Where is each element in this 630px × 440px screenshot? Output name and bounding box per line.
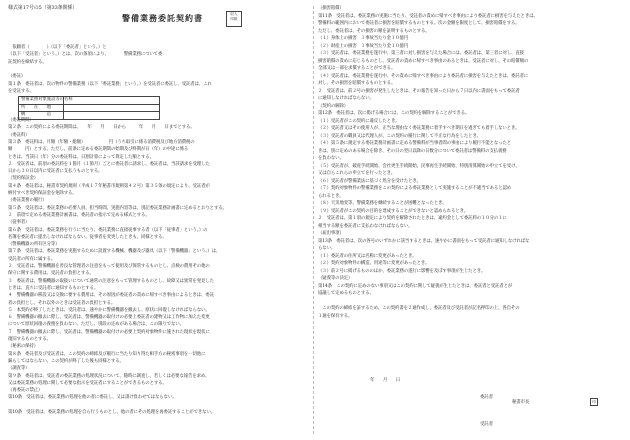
left-text-line: 第４条 委託者は、秘書市契約規則（平成１７年秘書市規則第４２号）第３５条の規定により、受託者が: [8, 183, 210, 189]
left-text-line: ２ 受託者は、警備機器を善良な管理者の注意をもって使用及び保管するものとし、点検の費用その他の: [8, 264, 210, 269]
left-text-line: （従事者）: [8, 220, 30, 226]
property-row-location: [19, 105, 159, 113]
stamp-box-line-2: 印紙: [230, 17, 238, 21]
right-text-line: （１）身体上の損害 １事故当たり金１０億円: [318, 36, 409, 41]
left-text-line: 第10条 受託者は、委託業務の処理を自ら行うものとし、他の者にその処理を再委託することができない。: [8, 410, 216, 415]
right-text-line: を負わない。: [318, 156, 344, 161]
left-text-line: ７ 警備機器の撤去に際し、受託者は、警備機器の取付けの必要上契約対象物件に施された現状を現状に: [8, 329, 210, 335]
left-text-line: について原状回復の義務を負わない。ただし、別段の定めがある場合は、この限りでない。: [8, 322, 184, 328]
left-text-line: 納付すべき契約保証金を免除する。: [8, 191, 77, 196]
right-text-line: （３）前２号に掲げるもののほか、委託業務の遂行に影響を及ぼす事項が生じたとき。: [318, 268, 486, 274]
right-text-line: らない。: [318, 246, 336, 251]
left-text-line: 第８条 委託者及び受託者は、この契約の締結及び履行に当たり知り得た相手方の秘密事項を一切他に: [8, 351, 206, 357]
party1-role: 委託者: [480, 395, 493, 400]
right-text-line: この契約の締結を証するため、この契約書を２通作成し、委託者及び受託者が記名押印の上、各自その: [318, 306, 520, 311]
left-text-line: （以下「受託者」という。）とは、次の条項により、 警備業務について委: [8, 52, 163, 58]
seal-mark: 印: [590, 398, 598, 406]
left-text-line: 復旧するものとする。: [8, 337, 51, 342]
document-title: 警備業務委託契約書: [122, 13, 203, 23]
left-text-line: ときは、当該日（年）分の委託料は、日割計算によって算定した額とする。: [8, 154, 154, 160]
left-text-line: 依頼者（ ）（以下「委託者」という。）と: [8, 45, 107, 50]
left-text-line: 漏らしてはならない。この契約が終了した後も同様とする。: [8, 358, 124, 364]
right-text-line: 第13条 委託者は、次の各号のいずれかに該当するときは、速やかに書面をもって受託者に通知しなければな: [318, 238, 530, 244]
left-text-line: 者の負担とし、それ以外のときは受託者の負担とする。: [8, 300, 116, 306]
left-text-line: 第２条 この契約による委託期間は、 年 月 日から 年 月 日までとする。: [8, 125, 195, 131]
right-text-line: 警備料の範囲内において委託者に損害を賠償するものとする。次の金額を限度として、損害賠償をする。: [318, 21, 520, 26]
left-text-line: 第５条 受託者は、委託業務の必要人員、担当時間、実施内容等は、別記委託業務計画書に定めるとおりとする。: [8, 205, 227, 211]
right-text-line: （７）契約対象物件の警備業務をこの契約による委託業務として実施することが不適当であると認め: [318, 186, 512, 191]
left-text-line: 額 円）とする。ただし、前条に定める委託期間の始期及び終期が日（年）の中途に係る: [8, 147, 189, 153]
stamp-box-line-1: 収入: [230, 12, 238, 16]
right-text-line: （３）受託者は、委託業務を遂行中、第三者に対し損害を与えた場合には、委託者は、第三者に対し、直接: [318, 51, 524, 56]
right-text-line: ２ 受託者は、前２号の損害が発生したときは、その報告を知った日から７日以内に書面をもって委託者: [318, 88, 520, 94]
property-table: [18, 96, 160, 120]
right-text-line: （１）委託者の住所又は名称に変更があったとき。: [318, 253, 417, 259]
right-text-line: 相当する額を委託者に支払わなければならない。: [318, 223, 413, 229]
right-text-line: 第12条 委託者は、次に掲げる場合には、この契約を解除することができる。: [318, 111, 470, 116]
right-text-line: に通知しなければならない。: [318, 96, 374, 101]
property-label-location: 所 在 地: [21, 104, 52, 110]
right-text-line: 全部又は一部を求償することができる。: [318, 66, 396, 71]
right-text-line: （契約の解除）: [318, 103, 349, 109]
left-text-line: 保守に関する費用は、受託者の負担とする。: [8, 271, 94, 277]
left-text-line: を受託する。: [8, 88, 34, 94]
right-text-line: １通を保有する。: [318, 313, 353, 319]
party1-name: 秘書市長: [512, 400, 530, 405]
left-text-line: ６ 警備機器の撤去に際し、受託者は、警備機器の取付けの必要上委託者の建物又は工作物に加えた変更: [8, 315, 210, 321]
right-text-line: 損害賠償の責めに応じるものとし、受託者の責めに帰すべき事由のあるときは、受託者に対し、その賠償額の: [318, 58, 529, 64]
left-text-line: 又は委託業務の処理に関して必要な指示を受託者にすることができるものとする。: [8, 380, 167, 386]
left-text-line: 第１条 委託者は、次の物件の警備業務（以下「委託業務」という。）を受託者に委託し、受託者は、これ: [8, 81, 212, 87]
right-text-line: （８）天災地変等、警備業務を継続することが困難となったとき。: [318, 201, 447, 206]
left-text-line: （委託料）: [8, 132, 30, 138]
right-text-line: （届出事項）: [318, 231, 344, 236]
left-text-line: 名簿を委託者に提出しなければならない。従事者を変更したときも、同様とする。: [8, 234, 167, 240]
left-text-line: （委託業務の履行）: [8, 198, 47, 204]
right-text-line: 第11条 受託者は、委託業務の実施に当たり、受託者の責めに帰すべき事由により委託者に損害を与えたときは、: [318, 13, 538, 19]
left-text-line: ２ 前項で定める委託業務計画書は、委託者の指示で定める様式とする。: [8, 212, 150, 218]
right-text-line: （損害賠償）: [318, 6, 344, 11]
left-text-line: 第６条 受託者は、委託業務を行うに当たり、委託業務に直接従事する者（以下「従事者」という。）の: [8, 227, 208, 233]
left-text-line: 第９条 委託者は、受託者の委託業務の処理状況について、随時に調査し、若しくは必要な報告を求め、: [8, 373, 210, 379]
left-text-line: （警備機器の所有区分等）: [8, 242, 60, 248]
party2-role: 受託者: [480, 422, 493, 427]
left-text-line: 第７条 受託者は、委託業務を実施するために設置する機械、機器及び器具（以下「警備機器」という。）は、: [8, 249, 221, 255]
property-row-structure: [19, 112, 159, 119]
right-text-line: （２）受託者又はその使用人が、正当な理由なく委託業務に着手すべき期日を過ぎても着手しないとき。: [318, 126, 520, 131]
left-text-line: 第３条 委託料は、月額（年額・総額） 円（うち取引に係る消費税及び地方消費税の: [8, 139, 195, 145]
left-text-line: 第10条 受託者は、委託業務の処理を他の者に委託し、又は請け負わせてはならない。: [8, 395, 177, 401]
right-text-line: （３）受託者の職員又は代理人が、この契約の履行に関して不正な行為をしたとき。: [318, 133, 481, 139]
left-text-line: ときは、直ちに受託者に通知するものとする。: [8, 285, 99, 291]
right-text-line: られるとき。: [318, 193, 344, 199]
left-text-line: ３ 委託者は、警備機器の取扱いについて通常の注意をもって管理するものとし、故障又は異常を発見した: [8, 278, 214, 284]
page-divider: [313, 6, 314, 434]
right-text-line: （５）受託者が、破産手続開始、会社更生手続開始、民事再生手続開始、特別清算開始の申立てを受け、: [318, 163, 520, 169]
right-text-line: （１）受託者がこの契約に違反したとき。: [318, 118, 400, 124]
left-text-line: 受託者の所有に属する。: [8, 256, 56, 262]
right-text-line: （４）第５条に規定する委託業務計画書に定める警備料が当事者間の事由により履行不能となったと: [318, 141, 512, 146]
left-text-line: ５ 本契約が終了したときは、受託者は、速やかに警備機器を撤去し、原状に回復しなければならない。: [8, 307, 210, 313]
left-text-line: ２ 受託者は、前項の委託料を１箇月（１箇月）ごとに委託者に請求し、委託者は、当該請求を受理した: [8, 161, 210, 167]
right-text-line: （２）契約対象物件の構造、用途等に変更があったとき。: [318, 261, 430, 266]
left-text-line: （秘密の保持）: [8, 344, 39, 350]
right-text-line: 第14条 この契約に定めのない事項又はこの契約に関して疑義が生じたときは、委託者と受託者とが: [318, 283, 513, 289]
form-number: 様式第17号の5（第33条関係）: [8, 5, 78, 11]
right-text-line: きは、別に定めのある場合を除き、その日の翌日以降の日数分について委託者は警備料の支払義務: [318, 148, 507, 154]
right-text-line: （４）受託者は、委託業務を遂行中、その責めに帰すべき事由により委託者に損害を与えたときは、委託者に: [318, 73, 529, 79]
left-text-line: ４ 警備機器の移設又は交換に要する費用は、その原因が委託者の責めに帰すべき事由によるときは、委託: [8, 293, 214, 299]
left-text-line: 日から３０日以内に受託者に支払うものとする。: [8, 169, 103, 175]
left-text-line: （調査等）: [8, 366, 30, 372]
right-text-line: （９）受託者がこの契約の目的を達成することができないと認められるとき。: [318, 208, 468, 214]
right-text-line: 対し、その損害を賠償するものとする。: [318, 81, 396, 86]
right-text-line: ただし、委託者は、その損害の額を証明するものとする。: [318, 28, 430, 34]
left-text-line: （再委託の禁止）: [8, 388, 43, 394]
right-text-line: 又は自らこれらの申立てを行ったとき。: [318, 171, 396, 176]
signature-date: 年 月 日: [370, 378, 401, 383]
property-row-name: [19, 97, 159, 105]
right-text-line: （２）財産上の損害 １事故当たり金１０億円: [318, 43, 409, 49]
right-text-line: 協議して定めるものとする。: [318, 291, 374, 296]
right-text-line: （疑義等の決定）: [318, 276, 353, 281]
right-text-line: （６）受託者が警備業法に基づく処分を受けたとき。: [318, 178, 421, 184]
right-text-line: ２ 受託者は、第１項の規定により契約を解除されたときは、違約金として委託料の１０分の１に: [318, 216, 507, 221]
property-label-name: 警備業務対象施設等の名称: [21, 97, 73, 102]
left-text-line: （契約保証金）: [8, 176, 39, 182]
left-text-line: （委託期間）: [8, 118, 34, 123]
left-text-line: （委託）: [8, 74, 26, 80]
revenue-stamp-box: [226, 11, 242, 27]
left-text-line: 託契約を締結する。: [8, 59, 47, 65]
property-label-structure: 構 造: [21, 112, 52, 117]
